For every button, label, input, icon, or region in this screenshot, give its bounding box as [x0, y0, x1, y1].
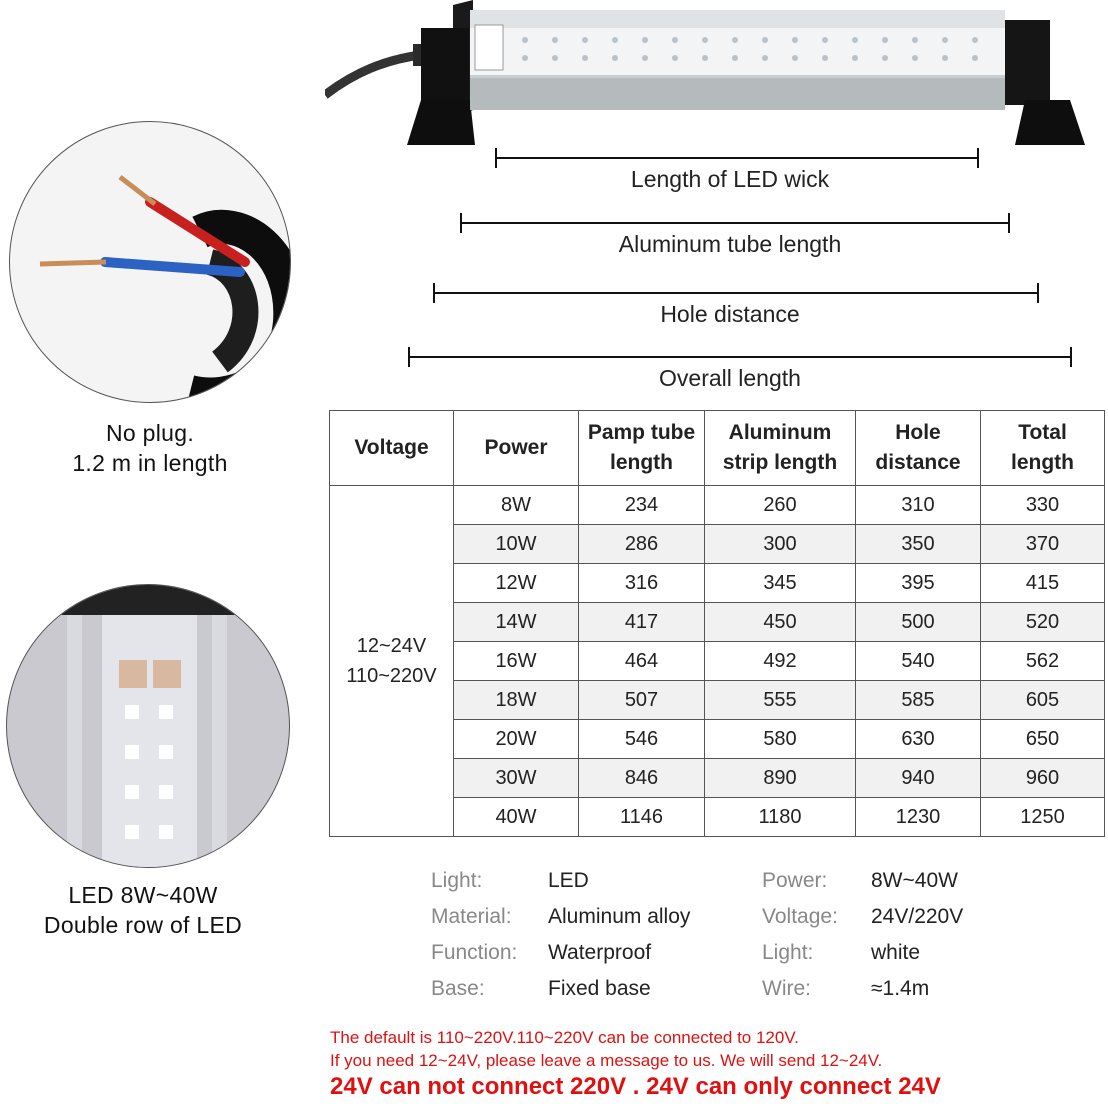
hole-distance-label: Hole distance — [660, 301, 800, 327]
header-hole-distance: Hole distance — [856, 411, 981, 486]
spec-value: Waterproof — [548, 941, 652, 964]
power-cell: 8W — [454, 486, 579, 525]
tube-length-cell: 546 — [579, 720, 705, 759]
spec-key: Material: — [431, 905, 512, 928]
total-length-cell: 415 — [981, 564, 1105, 603]
total-length-cell: 330 — [981, 486, 1105, 525]
hole-distance-cell: 630 — [856, 720, 981, 759]
total-length-cell: 562 — [981, 642, 1105, 681]
spec-key: Base: — [431, 977, 485, 1000]
power-cell: 12W — [454, 564, 579, 603]
total-length-cell: 1250 — [981, 798, 1105, 837]
aluminum-tube-length-label: Aluminum tube length — [618, 231, 842, 257]
strip-length-cell: 260 — [705, 486, 856, 525]
strip-length-cell: 555 — [705, 681, 856, 720]
note-default-voltage: The default is 110~220V.110~220V can be connected to 120V. — [330, 1028, 799, 1047]
spec-value: white — [871, 941, 921, 964]
wire-closeup-image — [9, 121, 291, 403]
table-header-row — [330, 411, 1105, 486]
header-aluminum-strip-length: Aluminum strip length — [705, 411, 856, 486]
overall-length-line — [408, 356, 1072, 358]
plug-caption-line1: No plug. — [105, 420, 195, 446]
power-cell: 10W — [454, 525, 579, 564]
overall-length-label: Overall length — [659, 365, 801, 391]
header-power: Power — [454, 411, 579, 486]
spec-value: ≈1.4m — [871, 977, 930, 1000]
total-length-cell: 605 — [981, 681, 1105, 720]
hole-distance-cell: 940 — [856, 759, 981, 798]
tube-length-cell: 1146 — [579, 798, 705, 837]
table-row — [330, 486, 1105, 525]
aluminum-tube-length-line — [460, 222, 1010, 224]
power-cell: 30W — [454, 759, 579, 798]
tube-length-cell: 507 — [579, 681, 705, 720]
header-pamp-tube-length: Pamp tube length — [579, 411, 705, 486]
hole-distance-cell: 1230 — [856, 798, 981, 837]
hole-distance-cell: 395 — [856, 564, 981, 603]
spec-value: 8W~40W — [871, 869, 958, 892]
hole-distance-cell: 540 — [856, 642, 981, 681]
spec-key: Function: — [431, 941, 518, 964]
spec-table — [329, 410, 1105, 837]
spec-key: Voltage: — [762, 905, 838, 928]
spec-key: Light: — [431, 869, 483, 892]
tube-length-cell: 286 — [579, 525, 705, 564]
hole-distance-cell: 310 — [856, 486, 981, 525]
tube-length-cell: 846 — [579, 759, 705, 798]
spec-value: LED — [548, 869, 589, 892]
tube-length-cell: 417 — [579, 603, 705, 642]
led-caption-line1: LED 8W~40W — [68, 882, 218, 908]
voltage-cell: 12~24V 110~220V — [330, 486, 454, 837]
led-caption-line2: Double row of LED — [43, 912, 243, 938]
header-total-length: Total length — [981, 411, 1105, 486]
spec-key: Power: — [762, 869, 828, 892]
note-12-24v-request: If you need 12~24V, please leave a message to us. We will send 12~24V. — [330, 1051, 883, 1070]
led-lamp-image — [325, 0, 1105, 155]
strip-length-cell: 450 — [705, 603, 856, 642]
strip-length-cell: 1180 — [705, 798, 856, 837]
total-length-cell: 520 — [981, 603, 1105, 642]
power-cell: 16W — [454, 642, 579, 681]
spec-value: Aluminum alloy — [548, 905, 691, 928]
power-cell: 40W — [454, 798, 579, 837]
strip-length-cell: 300 — [705, 525, 856, 564]
hole-distance-line — [433, 292, 1039, 294]
power-cell: 20W — [454, 720, 579, 759]
tube-length-cell: 234 — [579, 486, 705, 525]
power-cell: 14W — [454, 603, 579, 642]
note-24v-warning: 24V can not connect 220V . 24V can only connect 24V — [330, 1073, 941, 1100]
strip-length-cell: 492 — [705, 642, 856, 681]
total-length-cell: 650 — [981, 720, 1105, 759]
strip-length-cell: 345 — [705, 564, 856, 603]
led-wick-length-line — [495, 157, 979, 159]
hole-distance-cell: 350 — [856, 525, 981, 564]
total-length-cell: 960 — [981, 759, 1105, 798]
strip-length-cell: 580 — [705, 720, 856, 759]
led-wick-length-label: Length of LED wick — [630, 166, 830, 192]
power-cell: 18W — [454, 681, 579, 720]
spec-value: 24V/220V — [871, 905, 964, 928]
spec-value: Fixed base — [548, 977, 651, 1000]
hole-distance-cell: 585 — [856, 681, 981, 720]
tube-length-cell: 316 — [579, 564, 705, 603]
spec-key: Wire: — [762, 977, 811, 1000]
tube-length-cell: 464 — [579, 642, 705, 681]
total-length-cell: 370 — [981, 525, 1105, 564]
strip-length-cell: 890 — [705, 759, 856, 798]
plug-caption-line2: 1.2 m in length — [72, 450, 228, 476]
header-voltage: Voltage — [330, 411, 454, 486]
hole-distance-cell: 500 — [856, 603, 981, 642]
spec-key: Light: — [762, 941, 814, 964]
led-closeup-image — [6, 584, 290, 868]
